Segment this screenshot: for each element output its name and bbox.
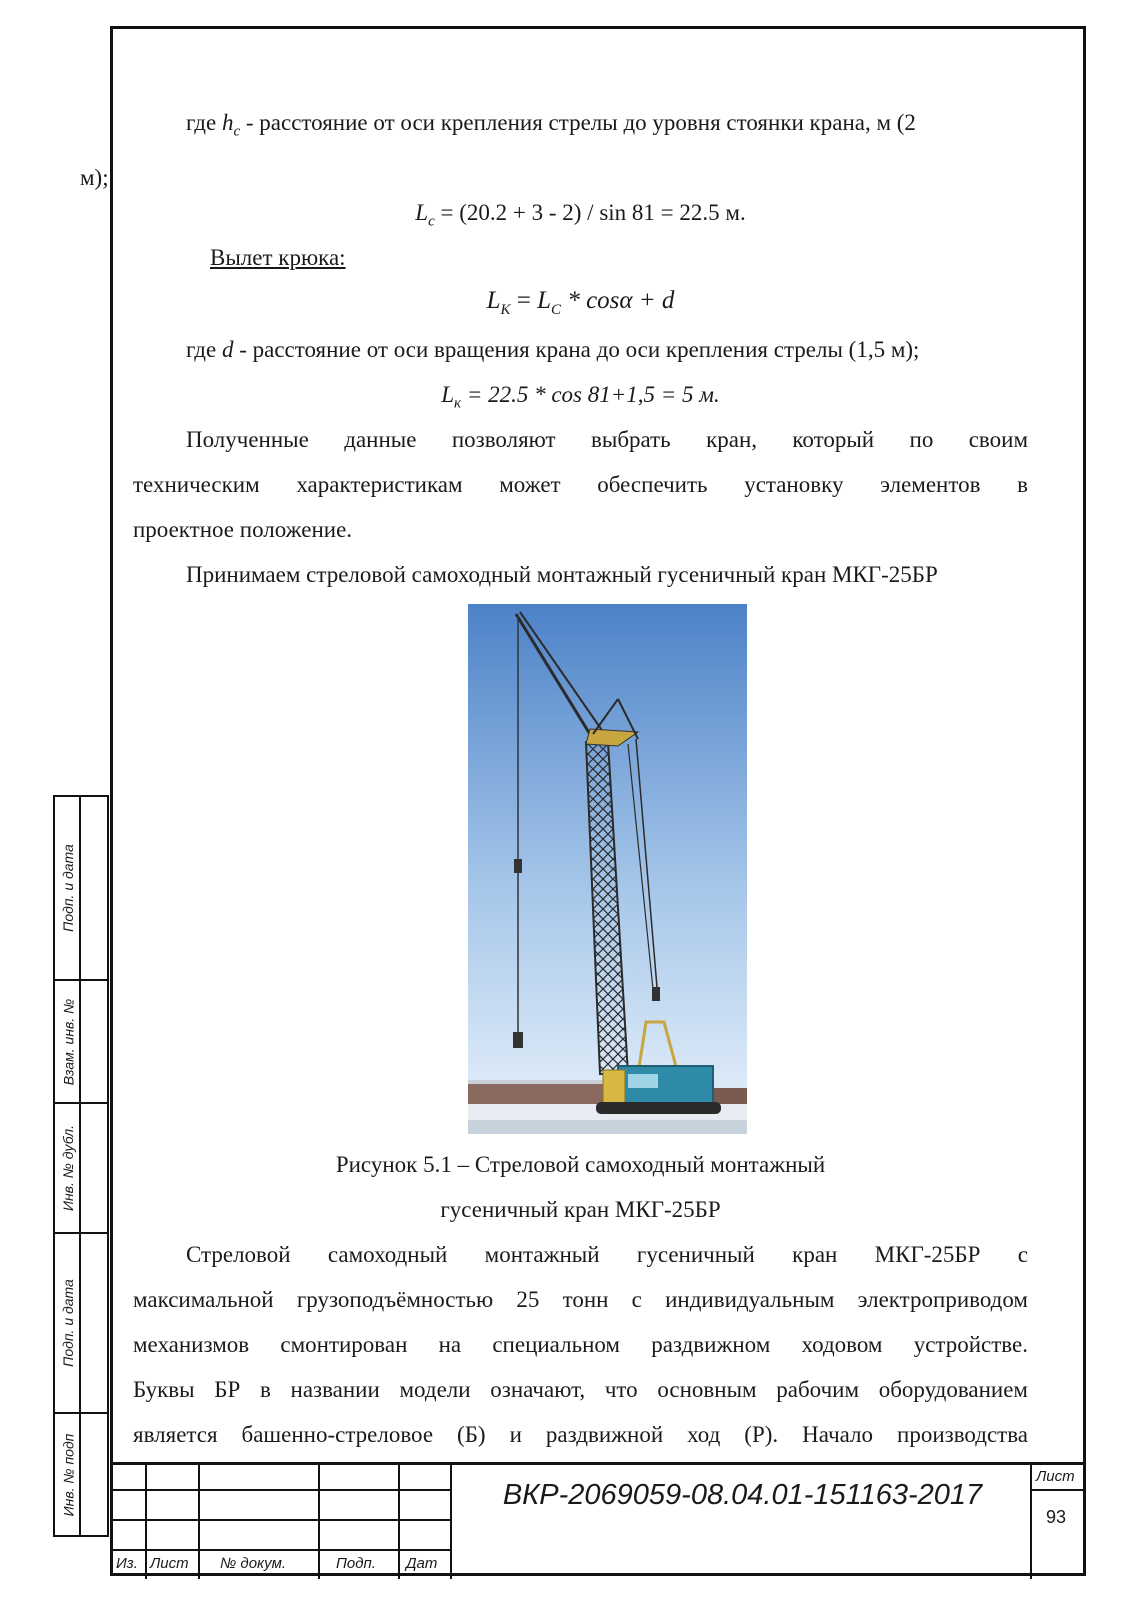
formula-hook-reach: $L_K = L_C * \cos\alpha + d$ bbox=[486, 287, 675, 318]
title-block bbox=[110, 1462, 1086, 1579]
header-revision: Из. bbox=[116, 1555, 138, 1572]
header-sheet: Лист bbox=[150, 1555, 189, 1572]
formula-boom-length: $L_c = (20.2 + 3 - 2) / \sin 81 = 22.5$ м. bbox=[415, 200, 746, 230]
header-doc-number: № докум. bbox=[220, 1555, 287, 1572]
stamp-signature-date-2: Подп. и дата bbox=[53, 1232, 109, 1414]
heading-hook-reach: Вылет крюка: bbox=[210, 245, 346, 270]
figure-caption: Рисунок 5.1 – Стреловой самоходный монтажный гусеничный кран МКГ-25БР bbox=[335, 1152, 826, 1222]
paragraph-d-definition: где d - расстояние от оси вращения крана до оси крепления стрелы (1,5 м); bbox=[186, 337, 920, 362]
formula-hook-reach-value: $L_к = 22.5 * \cos 81+1,5 = 5$ м. bbox=[441, 382, 720, 412]
crane-photo bbox=[468, 604, 747, 1134]
stamp-signature-date-1: Подп. и дата bbox=[53, 795, 109, 981]
stamp-duplicate-inv: Инв. № дубл. bbox=[53, 1102, 109, 1234]
paragraph-crane-selection: Полученные данные позволяют выбрать кран, который по своим техническим характеристикам может обеспечить установку элементов в проектное положение. bbox=[133, 427, 1028, 542]
paragraph-crane-accepted: Принимаем стреловой самоходный монтажный гусеничный кран МКГ-25БР bbox=[186, 562, 938, 587]
header-signature: Подп. bbox=[336, 1555, 376, 1572]
stamp-original-inv: Инв. № подп bbox=[53, 1412, 109, 1537]
sheet-label: Лист bbox=[1036, 1468, 1075, 1485]
document-number: ВКР-2069059-08.04.01-151163-2017 bbox=[502, 1479, 983, 1511]
paragraph-crane-description: Стреловой самоходный монтажный гусеничный кран МКГ-25БР с максимальной грузоподъёмностью 25 тонн с индивидуальным электроприводом механизмов смонтирован на специальном раздвижном ходовом устройстве. Буквы БР в названии модели означают, что основным рабочим оборудованием является башенно-стреловое (Б) и раздвижной ход (Р). Начало производства bbox=[133, 1242, 1028, 1447]
stamp-replaced-inv: Взам. инв. № bbox=[53, 979, 109, 1104]
sheet-number: 93 bbox=[1046, 1507, 1067, 1527]
header-date: Дат bbox=[406, 1555, 438, 1572]
paragraph-hc-definition: где $h_c$ - расстояние от оси крепления стрелы до уровня стоянки крана, м (2 м); bbox=[80, 110, 916, 190]
